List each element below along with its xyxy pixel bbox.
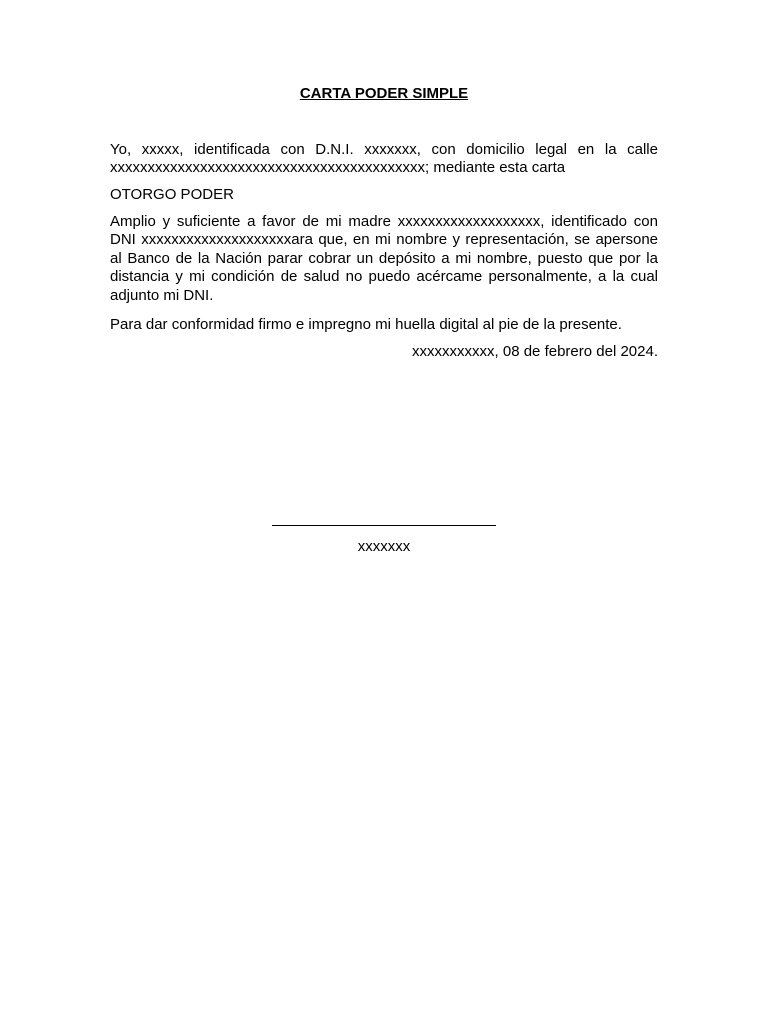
power-line-3: al Banco de la Nación parar cobrar un depósito a mi nombre, puesto que por la <box>110 249 658 267</box>
signature-line <box>272 525 496 526</box>
grant-heading: OTORGO PODER <box>110 186 234 203</box>
power-line-2: DNI xxxxxxxxxxxxxxxxxxxxara que, en mi nombre y representación, se apersone <box>110 231 658 249</box>
intro-line-2: xxxxxxxxxxxxxxxxxxxxxxxxxxxxxxxxxxxxxxxxxx; mediante esta carta <box>110 159 566 177</box>
intro-line-1: Yo, xxxxx, identificada con D.N.I. xxxxxxx, con domicilio legal en la calle <box>110 141 658 158</box>
power-line-5: adjunto mi DNI. <box>110 286 214 304</box>
document-title: CARTA PODER SIMPLE <box>299 85 469 102</box>
place-date: xxxxxxxxxxx, 08 de febrero del 2024. <box>412 343 658 360</box>
signature-name: xxxxxxx <box>357 538 411 555</box>
conformity-paragraph: Para dar conformidad firmo e impregno mi huella digital al pie de la presente. <box>110 316 622 333</box>
intro-paragraph <box>110 141 658 178</box>
power-line-1: Amplio y suficiente a favor de mi madre xxxxxxxxxxxxxxxxxxx, identificado con <box>110 213 658 230</box>
power-line-4: distancia y mi condición de salud no puedo acércame personalmente, a la cual <box>110 268 658 286</box>
power-paragraph <box>110 213 658 305</box>
